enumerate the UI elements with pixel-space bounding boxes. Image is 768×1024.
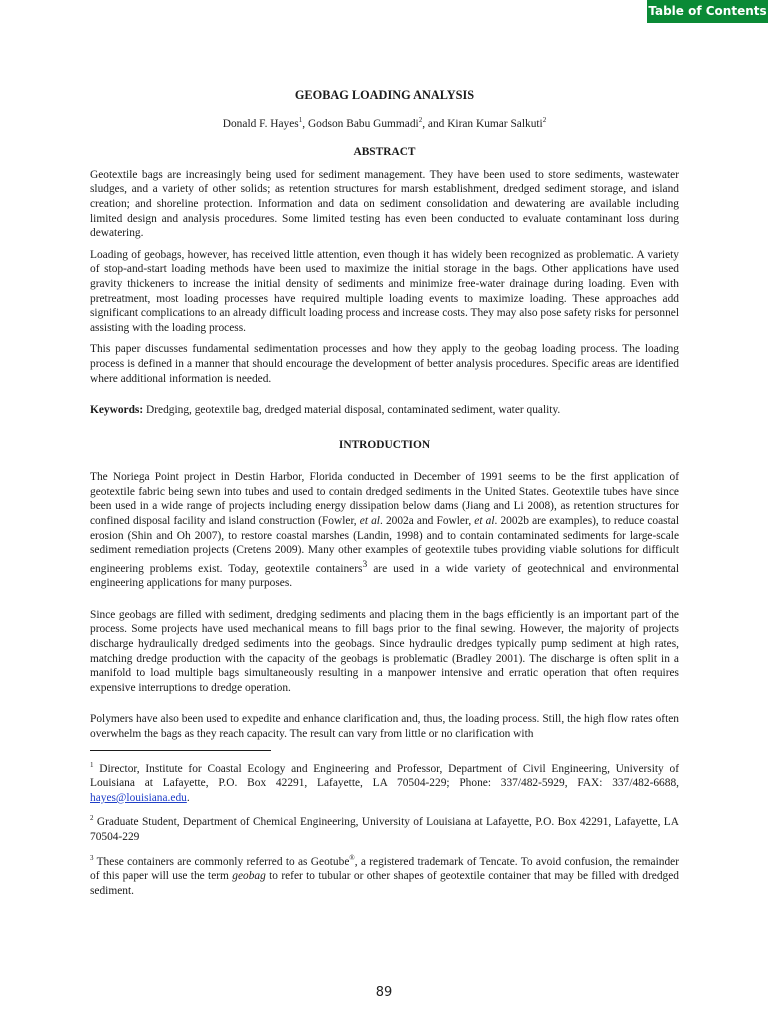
footnote-text: These containers are commonly referred to as Geotube <box>93 855 350 868</box>
text-run: The Noriega Point project in Destin Harbor, Florida conducted in December of 1991 seems to be the first application of geotextile fabric being sewn into tubes and used to contain dredged sediments in the United States. Geotextile tubes have since been used in a wide range of projects including energy dissipation below dams (Jiang and Li 2008), as retention structures for confined disposal facility and island construction (Fowler, <box>90 471 679 528</box>
footnote-text: , a registered trademark of Tencate. To avoid confusion, the remainder of this paper will use the term <box>90 855 679 883</box>
footnote-divider <box>90 750 271 751</box>
footnote-text: to refer to tubular or other shapes of geotextile container that may be filled with dredged sediment. <box>90 870 679 897</box>
author-affiliation-mark: 2 <box>418 115 423 124</box>
keywords-label: Keywords: <box>90 404 144 417</box>
keywords-line <box>90 403 679 418</box>
italic-text: geobag <box>232 870 266 883</box>
text-run: are used in a wide variety of geotechnical and environmental engineering applications for many purposes. <box>90 562 679 590</box>
paper-page <box>90 88 679 908</box>
registered-mark: ® <box>349 853 355 862</box>
author-affiliation-mark: 2 <box>542 115 547 124</box>
footnote-2 <box>90 815 679 844</box>
abstract-paragraph: This paper discusses fundamental sedimentation processes and how they apply to the geobag loading process. The loading process is defined in a manner that should encourage the development of better analysis procedures. Specific areas are identified where additional information is needed. <box>90 343 679 385</box>
footnote-marker: 3 <box>362 559 368 570</box>
keywords-list: Dredging, geotextile bag, dredged material disposal, contaminated sediment, water quality. <box>143 404 561 417</box>
footnote-number: 2 <box>90 814 94 823</box>
author-name: Godson Babu Gummadi <box>307 117 419 130</box>
author-name: Donald F. Hayes <box>222 117 299 130</box>
footnote-3 <box>90 855 679 899</box>
table-of-contents-button[interactable]: Table of Contents <box>647 0 768 23</box>
footnote-number: 1 <box>90 760 94 769</box>
paper-title: GEOBAG LOADING ANALYSIS <box>294 88 475 102</box>
italic-text: et al <box>474 515 495 528</box>
text-run: . <box>186 791 190 804</box>
introduction-paragraph: Since geobags are filled with sediment, dredging sediments and placing them in the bags efficiently is an important part of the process. Some projects have used mechanical means to fill bags prior to the final sewing. However, the majority of projects discharge hydraulically dredged sediments into the geobags. Since hydraulic dredges typically pump sediment at high rates, matching dredge production with the capacity of the geobags is problematic (Bradley 2001). The discharge is often split in a manifold to load multiple bags simultaneously resulting in a manpower intensive and erratic operation that often requires expensive interruptions to dredge operation. <box>90 608 679 694</box>
introduction-paragraph: Polymers have also been used to expedite and enhance clarification and, thus, the loading process. Still, the high flow rates often overwhelm the bags as they reach capacity. The result can vary from little or no clarification with <box>90 713 679 740</box>
footnote-number: 3 <box>90 853 94 862</box>
author-separator: , <box>302 117 308 130</box>
author-name: Kiran Kumar Salkuti <box>447 117 543 130</box>
footnote-1 <box>90 762 679 806</box>
abstract-heading: ABSTRACT <box>353 146 416 159</box>
italic-text: et al <box>359 515 380 528</box>
author-line <box>90 117 679 132</box>
author-separator: , and <box>422 117 448 130</box>
introduction-paragraph <box>90 470 679 591</box>
abstract-paragraph: Geotextile bags are increasingly being used for sediment management. They have been used to store sediments, wastewater sludges, and a variety of other solids; as retention structures for marsh establishment, dredged sediment storage, and island creation; and shoreline protection. Information and data on sediment consolidation and dewatering are available including limited design and analysis procedures. Some limited testing has even been conducted to evaluate contaminant loss during dewatering. <box>90 168 679 240</box>
text-run: . 2002b are examples), to reduce coastal erosion (Shin and Oh 2007), to restore coastal marshes (Landin, 1998) and to contain contaminated sediments for large-scale sediment remediation projects (Cretens 2009). Many other examples of geotextile tubes providing viable solutions for difficult engineering problems exist. Today, geotextile containers <box>90 515 680 575</box>
abstract-paragraph: Loading of geobags, however, has received little attention, even though it has widely been recognized as problematic. A variety of stop-and-start loading methods have been used to maximize the initial storage in the bags. Other applications have used gravity thickeners to increase the initial density of sediments and minimize free-water drainage during loading. Even with pretreatment, most loading processes have required multiple loading events to maximize loading. These approaches add significant complications to an already difficult loading process and increase costs. They may also pose safety risks for personnel assisting with the loading process. <box>90 248 679 334</box>
email-link[interactable]: hayes@louisiana.edu <box>90 791 187 804</box>
text-run: . 2002a and Fowler, <box>379 515 475 528</box>
footnote-text: Director, Institute for Coastal Ecology and Engineering and Professor, Department of Civil Engineering, University of Louisiana at Lafayette, P.O. Box 42291, Lafayette, LA 70504-229; Phone: 337/482-5929, FAX: 337/482-6688, <box>90 762 679 790</box>
introduction-heading: INTRODUCTION <box>338 438 431 451</box>
page-number: 89 <box>375 985 393 1000</box>
author-affiliation-mark: 1 <box>298 115 303 124</box>
footnote-text: Graduate Student, Department of Chemical Engineering, University of Louisiana at Lafayette, P.O. Box 42291, Lafayette, LA 70504-229 <box>90 816 679 843</box>
